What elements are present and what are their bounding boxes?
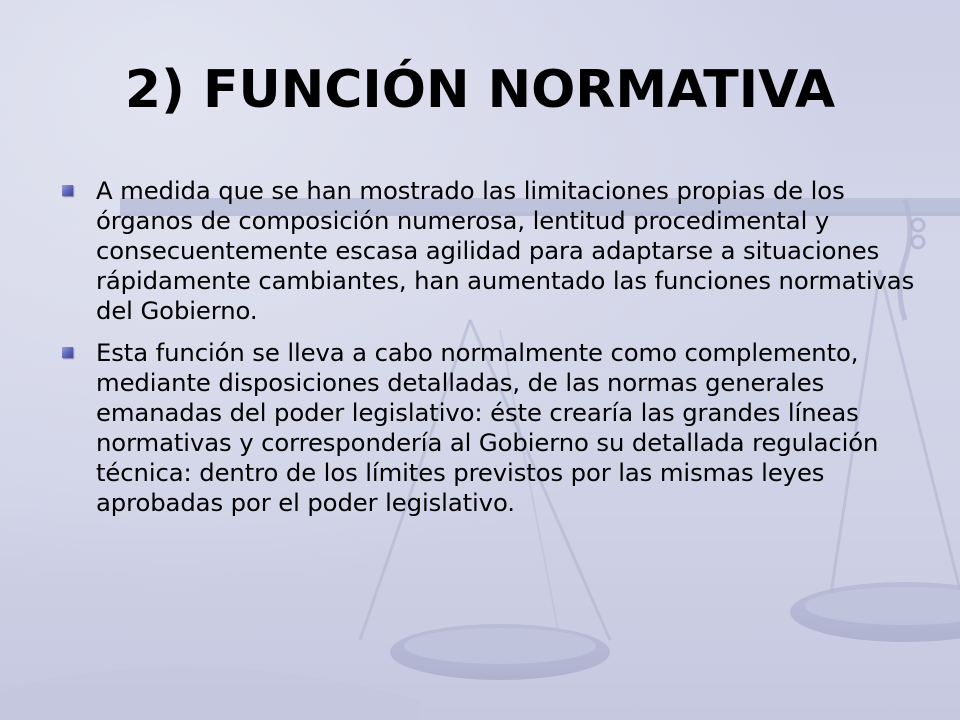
bullet-text: A medida que se han mostrado las limitaciones propias de los órganos de composición numerosa, lentitud procedimental y consecuentemente escasa agilidad para adaptarse a situaciones rápidamente cambiantes, han aumentado las funciones normativas del Gobierno. (96, 176, 915, 325)
square-bullet-icon (62, 185, 73, 196)
square-bullet-icon (62, 347, 73, 358)
bullet-item (56, 176, 916, 326)
bullet-item (56, 338, 916, 518)
slide-title: 2) FUNCIÓN NORMATIVA (124, 60, 836, 120)
bullet-text: Esta función se lleva a cabo normalmente como complemento, mediante disposiciones detalladas, de las normas generales emanadas del poder legislativo: éste crearía las grandes líneas normativas y correspondería al Gobierno su detallada regulación técnica: dentro de los límites previstos por las mismas leyes aprobadas por el poder legislativo. (96, 338, 879, 517)
bullet-list (56, 176, 916, 530)
